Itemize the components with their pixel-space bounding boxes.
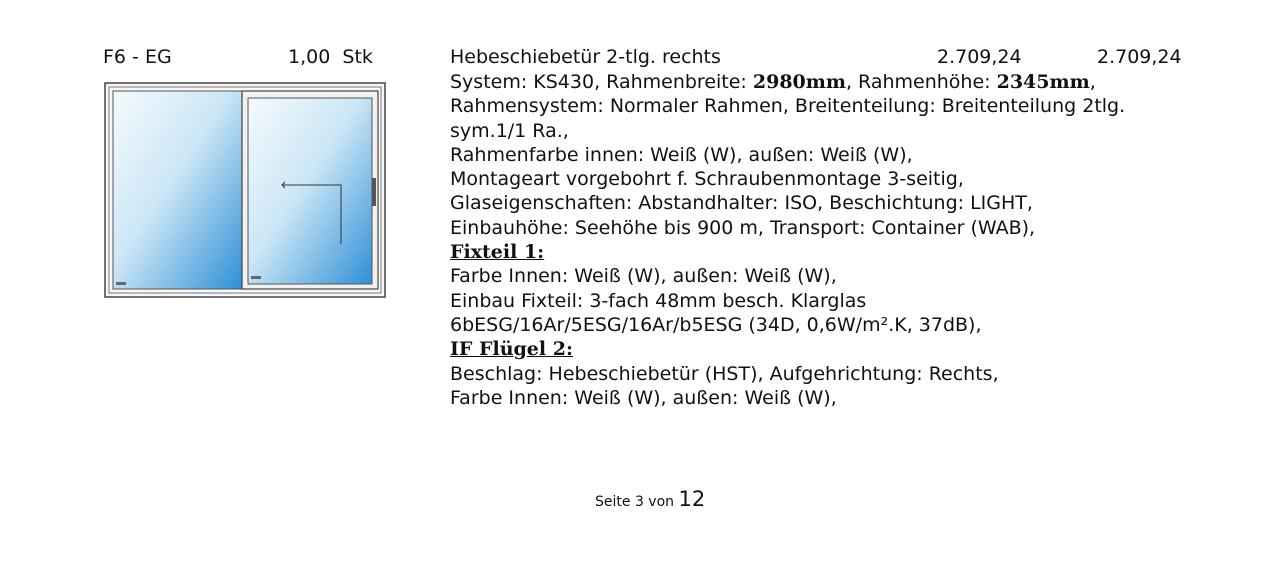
section-heading-fixteil: Fixteil 1:: [450, 241, 545, 264]
desc-line: Einbau Fixteil: 3-fach 48mm besch. Klarglas: [450, 289, 867, 312]
quantity-value: 1,00: [288, 46, 331, 68]
desc-line: Rahmenfarbe innen: Weiß (W), außen: Weiß (W),: [450, 143, 913, 166]
window-drawing: [104, 82, 386, 298]
sliding-pane-glass: [248, 98, 372, 284]
page-number: 12: [678, 487, 706, 511]
frame-height: 2345mm: [996, 71, 1090, 93]
desc-line: Farbe Innen: Weiß (W), außen: Weiß (W),: [450, 265, 837, 288]
page-footer: [595, 487, 705, 511]
frame-width: 2980mm: [752, 71, 846, 93]
item-description: [450, 70, 1240, 410]
desc-line: Montageart vorgebohrt f. Schraubenmontage 3-seitig,: [450, 168, 964, 191]
desc-line-system: System: KS430, Rahmenbreite: 2980mm, Rahmenhöhe: 2345mm,: [450, 71, 1096, 93]
desc-line: sym.1/1 Ra.,: [450, 119, 569, 142]
item-title: Hebeschiebetür 2-tlg. rechts: [450, 46, 721, 68]
quantity-unit: Stk: [342, 46, 373, 68]
quantity: [288, 46, 373, 68]
total-price: 2.709,24: [1097, 46, 1182, 68]
fixed-pane-glass: [113, 91, 242, 289]
desc-line: Rahmensystem: Normaler Rahmen, Breitenteilung: Breitenteilung 2tlg.: [450, 95, 1126, 118]
section-heading-fluegel: IF Flügel 2:: [450, 338, 573, 361]
desc-line: Einbauhöhe: Seehöhe bis 900 m, Transport: Container (WAB),: [450, 216, 1036, 239]
page-footer-text: Seite 3 von: [595, 494, 675, 510]
position-label: F6 - EG: [103, 46, 172, 68]
desc-line: 6bESG/16Ar/5ESG/16Ar/b5ESG (34D, 0,6W/m².K, 37dB),: [450, 313, 982, 336]
desc-line: Farbe Innen: Weiß (W), außen: Weiß (W),: [450, 386, 837, 409]
unit-price: 2.709,24: [937, 46, 1022, 68]
desc-line: Glaseigenschaften: Abstandhalter: ISO, Beschichtung: LIGHT,: [450, 192, 1033, 215]
handle-icon: [372, 178, 376, 206]
desc-line: Beschlag: Hebeschiebetür (HST), Aufgehrichtung: Rechts,: [450, 362, 999, 385]
item-title-row: [450, 46, 1210, 70]
